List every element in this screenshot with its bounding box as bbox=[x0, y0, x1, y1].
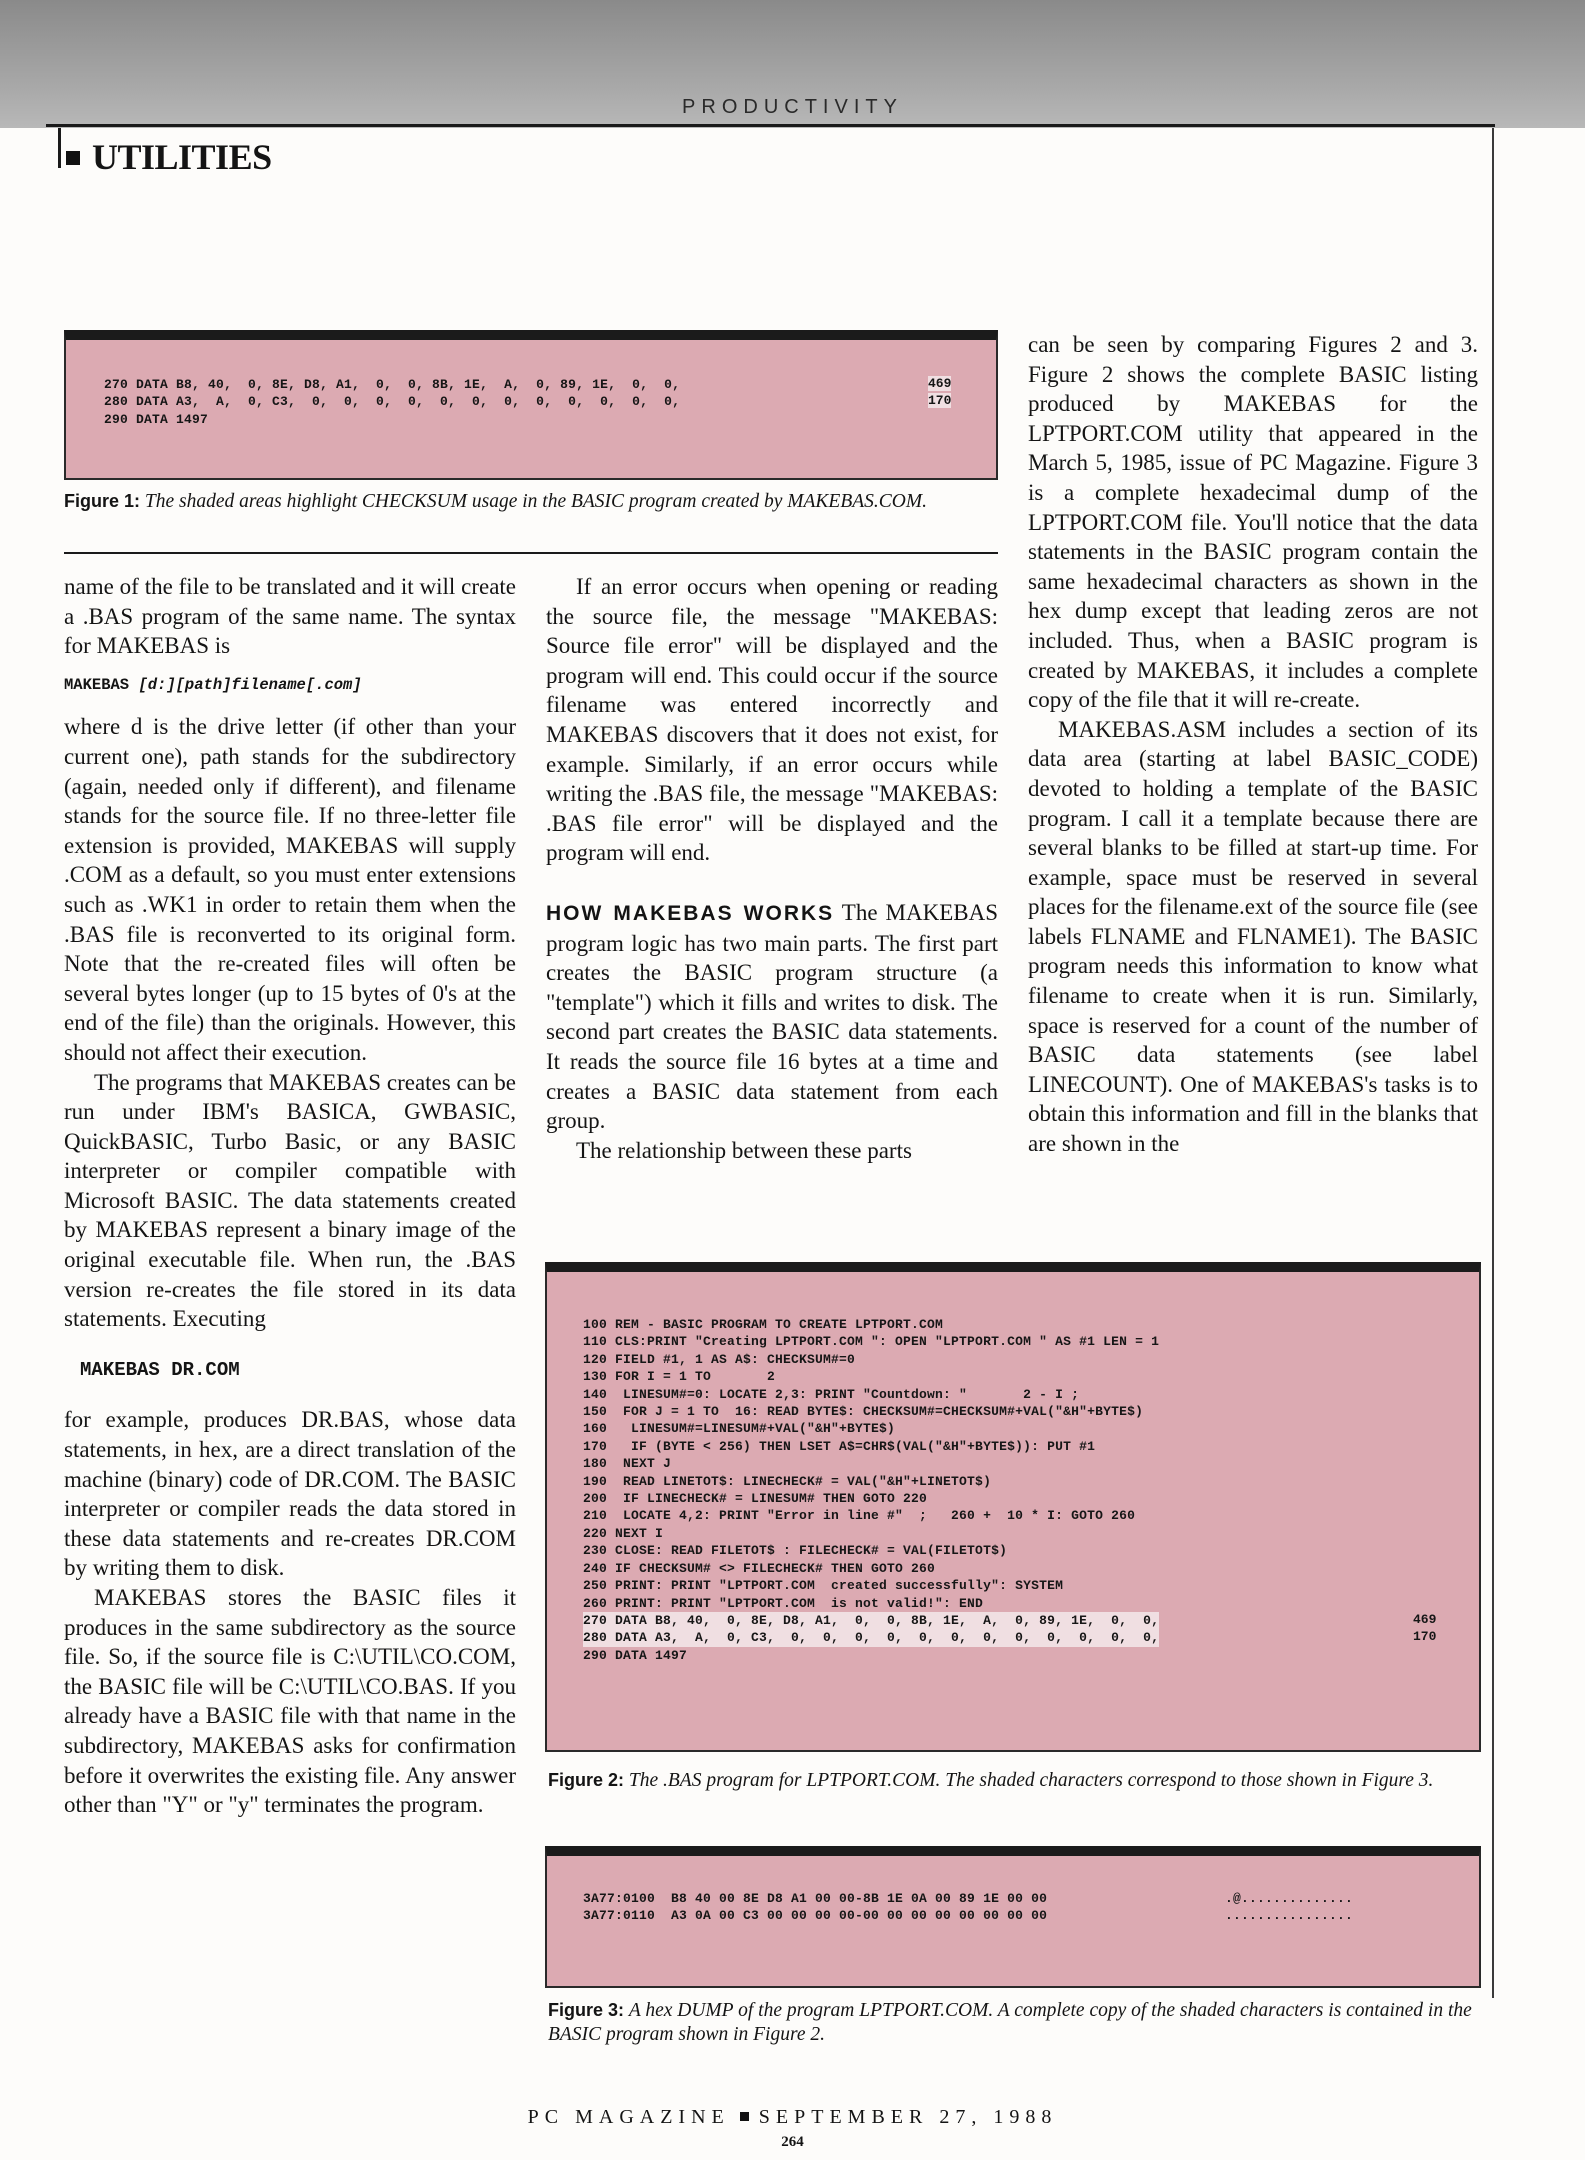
code-line: 180 NEXT J bbox=[583, 1456, 672, 1472]
code-line: 190 READ LINETOT$: LINECHECK# = VAL("&H"+LINETOT$) bbox=[583, 1473, 992, 1489]
paragraph: MAKEBAS.ASM includes a section of its data area (starting at label BASIC_CODE) devoted to holding a template of the BASIC program. I call it a template because there are several blanks to be filled at start-up time. For example, space must be reserved in several places for the filename.ext of the source file (see labels FLNAME and FLNAME1). The BASIC program needs this information to know what filename to create when it is run. Similarly, space is reserved for a count of the number of BASIC data statements (see label LINECOUNT). One of MAKEBAS's tasks is to obtain this information and fill in the blanks that are shown in the bbox=[1028, 716, 1478, 1157]
caption-text: The shaded areas highlight CHECKSUM usage in the BASIC program created by MAKEBAS.COM. bbox=[144, 491, 927, 512]
code-line: 140 LINESUM#=0: LOCATE 2,3: PRINT "Countdown: " 2 - I ; bbox=[583, 1386, 1080, 1402]
figure2-caption bbox=[548, 1768, 1478, 1793]
syntax-arguments: [d:][path]filename[.com] bbox=[138, 675, 362, 694]
figure1-listing bbox=[64, 330, 998, 480]
department-label: UTILITIES bbox=[92, 137, 272, 177]
syntax-line bbox=[64, 671, 516, 701]
figure1-caption bbox=[64, 490, 964, 513]
header-rule bbox=[46, 124, 1495, 127]
figure2-listing bbox=[545, 1262, 1481, 1752]
checksum-value: 170 bbox=[928, 393, 952, 408]
page-footer bbox=[0, 2106, 1585, 2129]
checksum-value: 469 bbox=[1413, 1612, 1437, 1627]
hex-line: 3A77:0100 B8 40 00 8E D8 A1 00 00-8B 1E 0A 00 89 1E 00 00 bbox=[583, 1891, 1048, 1906]
code-line: 200 IF LINECHECK# = LINESUM# THEN GOTO 220 bbox=[583, 1491, 928, 1507]
article-column-3 bbox=[1028, 330, 1478, 1159]
figure3-caption bbox=[548, 1998, 1478, 2047]
caption-label: Figure 1: bbox=[64, 491, 141, 511]
caption-text: A hex DUMP of the program LPTPORT.COM. A complete copy of the shaded characters is contained in the BASIC program shown in Figure 2. bbox=[548, 2000, 1472, 2045]
department-heading bbox=[66, 136, 272, 178]
code-line: 160 LINESUM#=LINESUM#+VAL("&H"+BYTE$) bbox=[583, 1421, 896, 1437]
footer-date: SEPTEMBER 27, 1988 bbox=[758, 2106, 1058, 2128]
paragraph: name of the file to be translated and it will create a .BAS program of the same name. The syntax for MAKEBAS is bbox=[64, 574, 516, 659]
command-example: MAKEBAS DR.COM bbox=[80, 1358, 240, 1381]
code-line: 220 NEXT I bbox=[583, 1525, 664, 1541]
footer-magazine: PC MAGAZINE bbox=[527, 2106, 730, 2128]
code-line: 100 REM - BASIC PROGRAM TO CREATE LPTPORT.COM bbox=[583, 1317, 944, 1332]
article-column-2 bbox=[546, 572, 998, 1165]
left-rule bbox=[58, 128, 61, 168]
paragraph: The relationship between these parts bbox=[576, 1137, 912, 1163]
code-line: 260 PRINT: PRINT "LPTPORT.COM is not valid!": END bbox=[583, 1595, 984, 1611]
right-rule bbox=[1492, 128, 1494, 1998]
checksum-value: 170 bbox=[1413, 1629, 1437, 1644]
syntax-command: MAKEBAS bbox=[64, 675, 139, 694]
paragraph: If an error occurs when opening or reading the source file, the message "MAKEBAS: Source file error" will be displayed and the program will end. This could occur if the source filename was entered incorrectly and MAKEBAS discovers that it does not exist, for example. Similarly, if an error occurs while writing the .BAS file, the message "MAKEBAS: .BAS file error" will be displayed and the program will end. bbox=[546, 574, 998, 866]
code-line: 290 DATA 1497 bbox=[104, 411, 209, 427]
code-line: 170 IF (BYTE < 256) THEN LSET A$=CHR$(VAL("&H"+BYTE$)): PUT #1 bbox=[583, 1438, 1096, 1454]
code-line-highlighted: 280 DATA A3, A, 0, C3, 0, 0, 0, 0, 0, 0, 0, 0, 0, 0, 0, 0, bbox=[583, 1630, 1160, 1646]
page-number: 264 bbox=[781, 2134, 804, 2150]
code-line: 230 CLOSE: READ FILETOT$ : FILECHECK# = VAL(FILETOT$) bbox=[583, 1543, 1008, 1559]
code-line: 120 FIELD #1, 1 AS A$: CHECKSUM#=0 bbox=[583, 1351, 856, 1367]
checksum-value: 469 bbox=[928, 376, 952, 391]
hex-line: 3A77:0110 A3 0A 00 C3 00 00 00 00-00 00 00 00 00 00 00 00 bbox=[583, 1908, 1048, 1924]
figure3-hexdump bbox=[545, 1846, 1481, 1988]
code-line: 290 DATA 1497 bbox=[583, 1647, 688, 1663]
code-line: 270 DATA B8, 40, 0, 8E, D8, A1, 0, 0, 8B, 1E, A, 0, 89, 1E, 0, 0, bbox=[104, 377, 681, 392]
article-column-1 bbox=[64, 572, 516, 1820]
bullet-square-icon bbox=[740, 2112, 749, 2121]
code-line-highlighted: 270 DATA B8, 40, 0, 8E, D8, A1, 0, 0, 8B, 1E, A, 0, 89, 1E, 0, 0, bbox=[583, 1612, 1160, 1628]
paragraph: where d is the drive letter (if other than your current one), path stands for the subdirectory (again, needed only if different), and filename stands for the source file. If no three-letter file extension is provided, MAKEBAS will supply .COM as a default, so you must enter extensions such as .WK1 in order to retain them when the .BAS file is reconverted to its original form. Note that the re-created files will often be several bytes longer (up to 15 bytes of 0's at the end of the file) than the originals. However, this should not affect their execution. bbox=[64, 714, 516, 1065]
ascii-line: ................ bbox=[1225, 1908, 1354, 1924]
section-label: PRODUCTIVITY bbox=[682, 96, 903, 118]
code-line: 250 PRINT: PRINT "LPTPORT.COM created successfully": SYSTEM bbox=[583, 1578, 1064, 1594]
paragraph: for example, produces DR.BAS, whose data statements, in hex, are a direct translation of the machine (binary) code of DR.COM. The BASIC interpreter or compiler reads the data stored in these data statements and re-creates DR.COM by writing them to disk. bbox=[64, 1407, 516, 1581]
code-line: 280 DATA A3, A, 0, C3, 0, 0, 0, 0, 0, 0, 0, 0, 0, 0, 0, 0, bbox=[104, 394, 681, 410]
paragraph-text: The MAKEBAS program logic has two main parts. The first part creates the BASIC program structure (a "template") which it fills and writes to disk. The second part creates the BASIC data statements. It reads the source file 16 bytes at a time and creates a BASIC data statement from each group. bbox=[546, 899, 998, 1134]
code-line: 130 FOR I = 1 TO 2 bbox=[583, 1369, 776, 1385]
ascii-line: .@.............. bbox=[1225, 1891, 1354, 1906]
caption-label: Figure 2: bbox=[548, 1770, 625, 1790]
subheading: HOW MAKEBAS WORKS bbox=[546, 901, 835, 925]
paragraph: can be seen by comparing Figures 2 and 3. Figure 2 shows the complete BASIC listing produced by MAKEBAS for the LPTPORT.COM utility that appeared in the March 5, 1985, issue of PC Magazine. Figure 3 is a complete hexadecimal dump of the LPTPORT.COM file. You'll notice that the data statements in the BASIC program contain the same hexadecimal characters as shown in the hex dump except that leading zeros are not included. Thus, when a BASIC program is created by MAKEBAS, it includes a complete copy of the file that it will re-create. bbox=[1028, 332, 1478, 713]
caption-text: The .BAS program for LPTPORT.COM. The shaded characters correspond to those shown in Figure 3. bbox=[628, 1770, 1434, 1791]
paragraph: The programs that MAKEBAS creates can be run under IBM's BASICA, GWBASIC, QuickBASIC, Turbo Basic, or any BASIC interpreter or compiler compatible with Microsoft BASIC. The data statements created by MAKEBAS represent a binary image of the original executable file. When run, the .BAS version re-creates the file stored in its data statements. Executing bbox=[64, 1069, 516, 1332]
paragraph: MAKEBAS stores the BASIC files it produces in the same subdirectory as the source file. So, if the source file is C:\UTIL\CO.COM, the BASIC file will be C:\UTIL\CO.BAS. If you already have a BASIC file with that name in the subdirectory, MAKEBAS asks for confirmation before it overwrites the existing file. Any answer other than "Y" or "y" terminates the program. bbox=[64, 1585, 516, 1818]
figure1-rule bbox=[64, 552, 998, 554]
paragraph bbox=[546, 898, 998, 1136]
code-line: 210 LOCATE 4,2: PRINT "Error in line #" ; 260 + 10 * I: GOTO 260 bbox=[583, 1508, 1136, 1524]
code-line: 110 CLS:PRINT "Creating LPTPORT.COM ": OPEN "LPTPORT.COM " AS #1 LEN = 1 bbox=[583, 1334, 1160, 1350]
bullet-square-icon bbox=[66, 151, 80, 165]
code-line: 240 IF CHECKSUM# <> FILECHECK# THEN GOTO 260 bbox=[583, 1560, 936, 1576]
caption-label: Figure 3: bbox=[548, 2000, 625, 2020]
code-line: 150 FOR J = 1 TO 16: READ BYTE$: CHECKSUM#=CHECKSUM#+VAL("&H"+BYTE$) bbox=[583, 1404, 1144, 1420]
